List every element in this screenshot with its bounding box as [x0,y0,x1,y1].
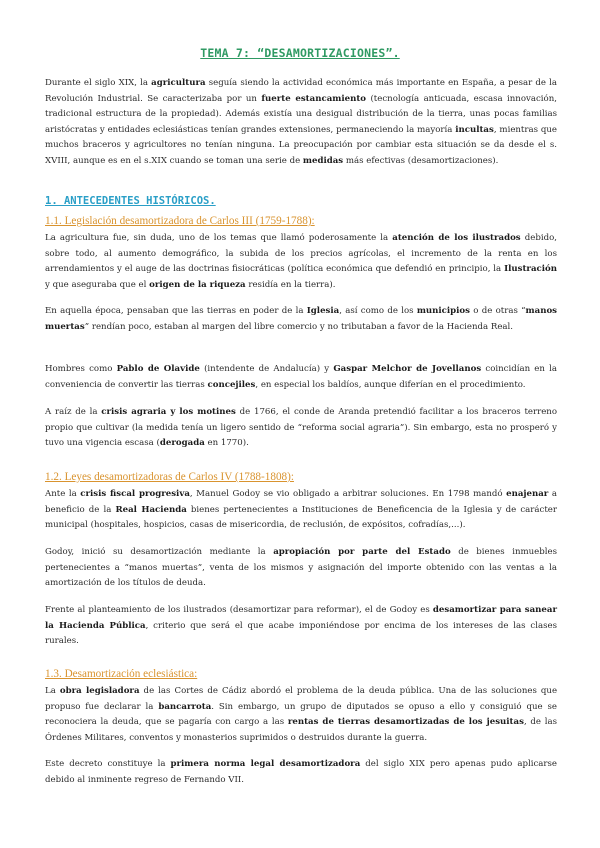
carlos-iii-paragraph-4: A raíz de la crisis agraria y los motines de 1766, el conde de Aranda pretendió facilitar a los braceros terreno propio que cultivar (la medida tenía un ligero sentido de “reforma social agraria”). Sin embargo, esta no prosperó y tuvo una vigencia escasa (derogada en 1770). [45,407,557,449]
carlos-iv-paragraph-2: Godoy, inició su desamortización mediante la apropiación por parte del Estado de bienes inmuebles pertenecientes a “manos muertas”, venta de los mismos y asignación del importe obtenido con las ventas a la amortización de los títulos de deuda. [45,547,557,589]
page-title: TEMA 7: “DESAMORTIZACIONES”. [200,46,400,60]
carlos-iv-paragraph-3: Frente al planteamiento de los ilustrados (desamortizar para reformar), el de Godoy es desamortizar para sanear la Hacienda Pública, criterio que será el que acabe imponiéndose por encima de los intereses de las clases rurales. [45,605,557,647]
carlos-iii-paragraph-2: En aquella época, pensaban que las tierras en poder de la Iglesia, así como de los municipios o de otras “manos muertas” rendían poco, estaban al margen del libre comercio y no tributaban a favor de la Hacienda Real. [45,306,558,332]
subsection-heading-carlos-iv: 1.2. Leyes desamortizadoras de Carlos IV (1788-1808): [45,471,294,483]
section-heading-antecedentes: 1. ANTECEDENTES HISTÓRICOS. [45,195,216,207]
intro-paragraph: Durante el siglo XIX, la agricultura seguía siendo la actividad económica más importante en España, a pesar de la Revolución Industrial. Se caracterizaba por un fuerte estancamiento (tecnología anticuada, escasa innovación, tradicional estructura de la propiedad). Además existía una desigual distribución de la tierra, unas pocas familias aristócratas y entidades eclesiásticas tenían grandes extensiones, permaneciendo la mayoría incultas, mientras que muchos braceros y agricultores no tenían ninguna. La preocupación por cambiar esta situación se da desde el s. XVIII, aunque es en el s.XIX cuando se toman una serie de medidas más efectivas (desamortizaciones). [45,78,557,166]
carlos-iv-paragraph-1: Ante la crisis fiscal progresiva, Manuel Godoy se vio obligado a arbitrar soluciones. En 1798 mandó enajenar a beneficio de la Real Hacienda bienes pertenecientes a Instituciones de Beneficencia de la Iglesia y de carácter municipal (hospitales, hospicios, casas de misericordia, de reclusión, de expósitos, cofradías,...). [45,489,558,531]
eclesiastica-paragraph-1: La obra legisladora de las Cortes de Cádiz abordó el problema de la deuda pública. Una de las soluciones que propuso fue declarar la bancarrota. Sin embargo, un grupo de diputados se opuso a ello y consiguió que se reconociera la deuda, que se pagaría con cargo a las rentas de tierras desamortizadas de los jesuitas, de las Órdenes Militares, conventos y monasterios suprimidos o destruidos durante la guerra. [45,686,558,743]
carlos-iii-paragraph-1: La agricultura fue, sin duda, uno de los temas que llamó poderosamente la atención de los ilustrados debido, sobre todo, al aumento demográfico, la subida de los precios agrícolas, el incremento de la renta en los arrendamientos y el auge de las doctrinas fisiocráticas (política económica que defendió en principio, la Ilustración y que aseguraba que el origen de la riqueza residía en la tierra). [45,233,557,290]
eclesiastica-paragraph-2: Este decreto constituye la primera norma legal desamortizadora del siglo XIX pero apenas pudo aplicarse debido al inminente regreso de Fernando VII. [45,759,557,785]
subsection-heading-carlos-iii: 1.1. Legislación desamortizadora de Carlos III (1759-1788): [45,215,315,227]
subsection-heading-eclesiastica: 1.3. Desamortización eclesiástica: [45,668,198,680]
carlos-iii-paragraph-3: Hombres como Pablo de Olavide (intendente de Andalucía) y Gaspar Melchor de Jovellanos coincidían en la conveniencia de convertir las tierras concejiles, en especial los baldíos, aunque diferían en el procedimiento. [45,364,557,390]
